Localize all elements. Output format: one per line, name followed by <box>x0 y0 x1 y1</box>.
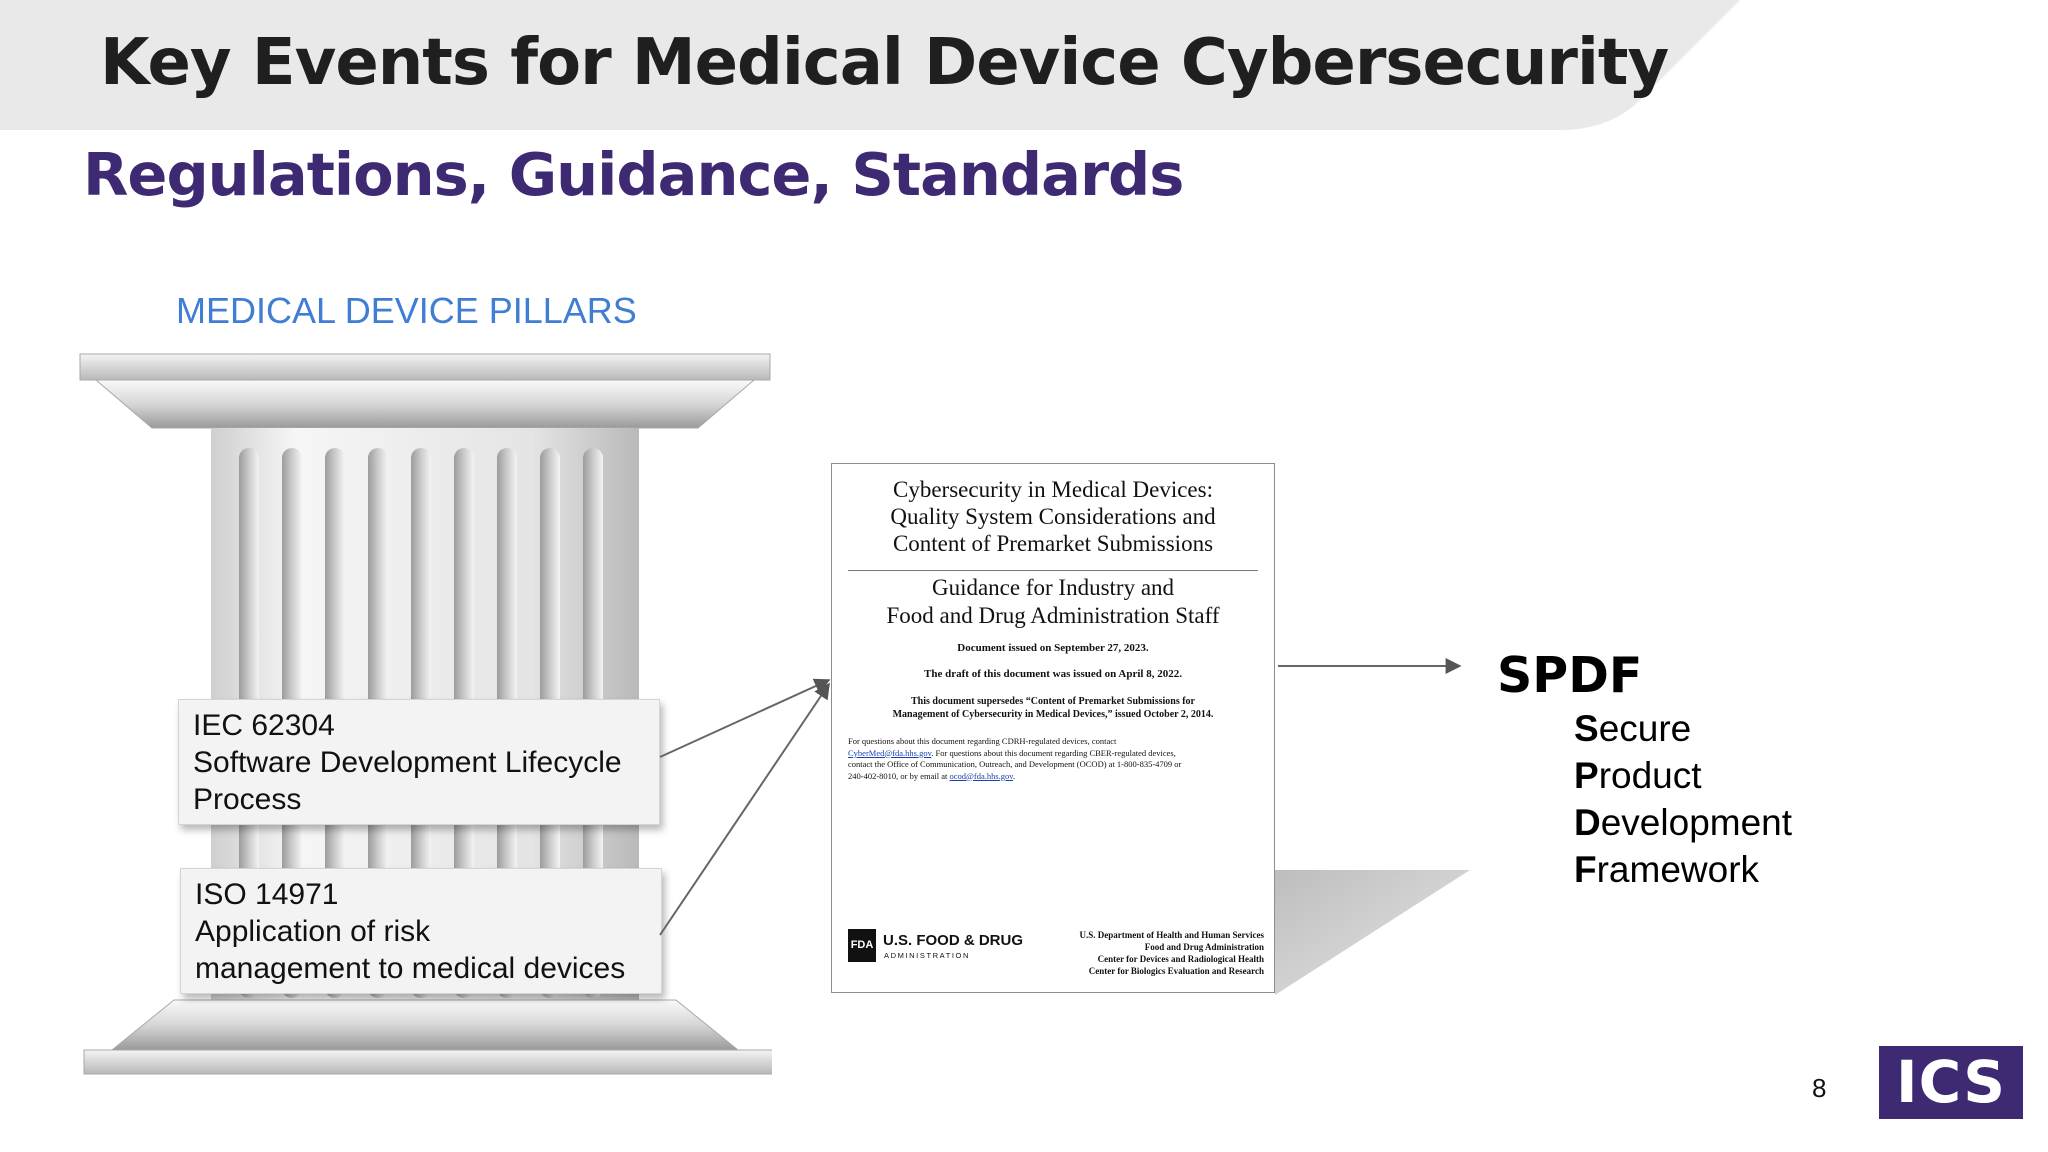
spdf-word-framework <box>1574 846 1792 893</box>
pillar-box-line: Process <box>193 783 302 816</box>
doc-title-line: Quality System Considerations and <box>890 504 1216 529</box>
doc-title-line: Content of Premarket Submissions <box>892 531 1214 556</box>
spdf-initial: S <box>1574 708 1599 749</box>
doc-dept-line: Food and Drug Administration <box>1144 942 1264 952</box>
spdf-initial: P <box>1574 755 1599 796</box>
pillar-box-line: IEC 62304 <box>193 709 335 742</box>
doc-contact-text: . <box>1012 770 1016 781</box>
doc-contact-text: contact the Office of Communication, Outreach, and Development (OCOD) at 1-800-835-4709 or <box>848 759 1182 769</box>
fda-guidance-document <box>831 463 1275 993</box>
spdf-rest: roduct <box>1598 755 1702 796</box>
doc-contact-text: 240-402-8010, or by email at <box>848 770 950 781</box>
spdf-initial: D <box>1574 802 1601 843</box>
iso-14971-box <box>180 868 662 994</box>
doc-subtitle <box>832 574 1274 630</box>
doc-subtitle-line: Guidance for Industry and <box>931 575 1175 600</box>
doc-dept-line: Center for Devices and Radiological Health <box>1097 954 1264 964</box>
spdf-word-secure <box>1574 705 1792 752</box>
doc-title <box>832 476 1274 557</box>
pillars-label: MEDICAL DEVICE PILLARS <box>176 290 637 331</box>
doc-title-line: Cybersecurity in Medical Devices: <box>893 477 1213 502</box>
slide-subtitle: Regulations, Guidance, Standards <box>83 140 1184 209</box>
spdf-initial: F <box>1574 849 1597 890</box>
pillar-box-line: management to medical devices <box>195 952 626 985</box>
doc-supersedes <box>832 695 1274 721</box>
ocod-email-link[interactable]: ocod@fda.hhs.gov <box>949 770 1013 781</box>
spdf-acronym-list <box>1574 705 1792 893</box>
fda-name: U.S. FOOD & DRUG <box>883 932 1024 949</box>
doc-supersedes-line: Management of Cybersecurity in Medical Devices,” issued October 2, 2014. <box>892 709 1214 720</box>
spdf-word-development <box>1574 799 1792 846</box>
document-shadow <box>1270 870 1470 1000</box>
spdf-title: SPDF <box>1497 647 1643 704</box>
page-number: 8 <box>1812 1073 1827 1103</box>
pillar-box-line: ISO 14971 <box>195 878 339 911</box>
slide-title: Key Events for Medical Device Cybersecurity <box>100 26 1669 100</box>
ics-logo: ICS <box>1879 1046 2023 1119</box>
doc-contact-info <box>848 736 1262 782</box>
spdf-rest: evelopment <box>1600 802 1793 843</box>
doc-contact-text: . For questions about this document regarding CBER-regulated devices, <box>931 747 1176 758</box>
pillar-box-line: Application of risk <box>195 915 431 948</box>
doc-issued: Document issued on September 27, 2023. <box>957 642 1149 654</box>
doc-divider <box>848 570 1258 571</box>
pillar-box-line: Software Development Lifecycle <box>193 746 622 779</box>
doc-draft: The draft of this document was issued on April 8, 2022. <box>924 668 1182 680</box>
fda-logo-icon: FDA <box>848 929 876 962</box>
iec-62304-box <box>178 699 660 825</box>
doc-subtitle-line: Food and Drug Administration Staff <box>886 603 1220 628</box>
doc-contact-text: For questions about this document regarding CDRH-regulated devices, contact <box>848 736 1117 746</box>
spdf-rest: ramework <box>1596 849 1760 890</box>
doc-dept-line: U.S. Department of Health and Human Services <box>1079 930 1264 940</box>
spdf-word-product <box>1574 752 1792 799</box>
spdf-rest: ecure <box>1598 708 1692 749</box>
cybermed-email-link[interactable]: CyberMed@fda.hhs.gov <box>848 747 932 758</box>
doc-department-block <box>1024 929 1264 977</box>
doc-dept-line: Center for Biologics Evaluation and Research <box>1088 966 1264 976</box>
doc-supersedes-line: This document supersedes “Content of Premarket Submissions for <box>911 696 1195 707</box>
fda-administration: ADMINISTRATION <box>884 951 971 960</box>
